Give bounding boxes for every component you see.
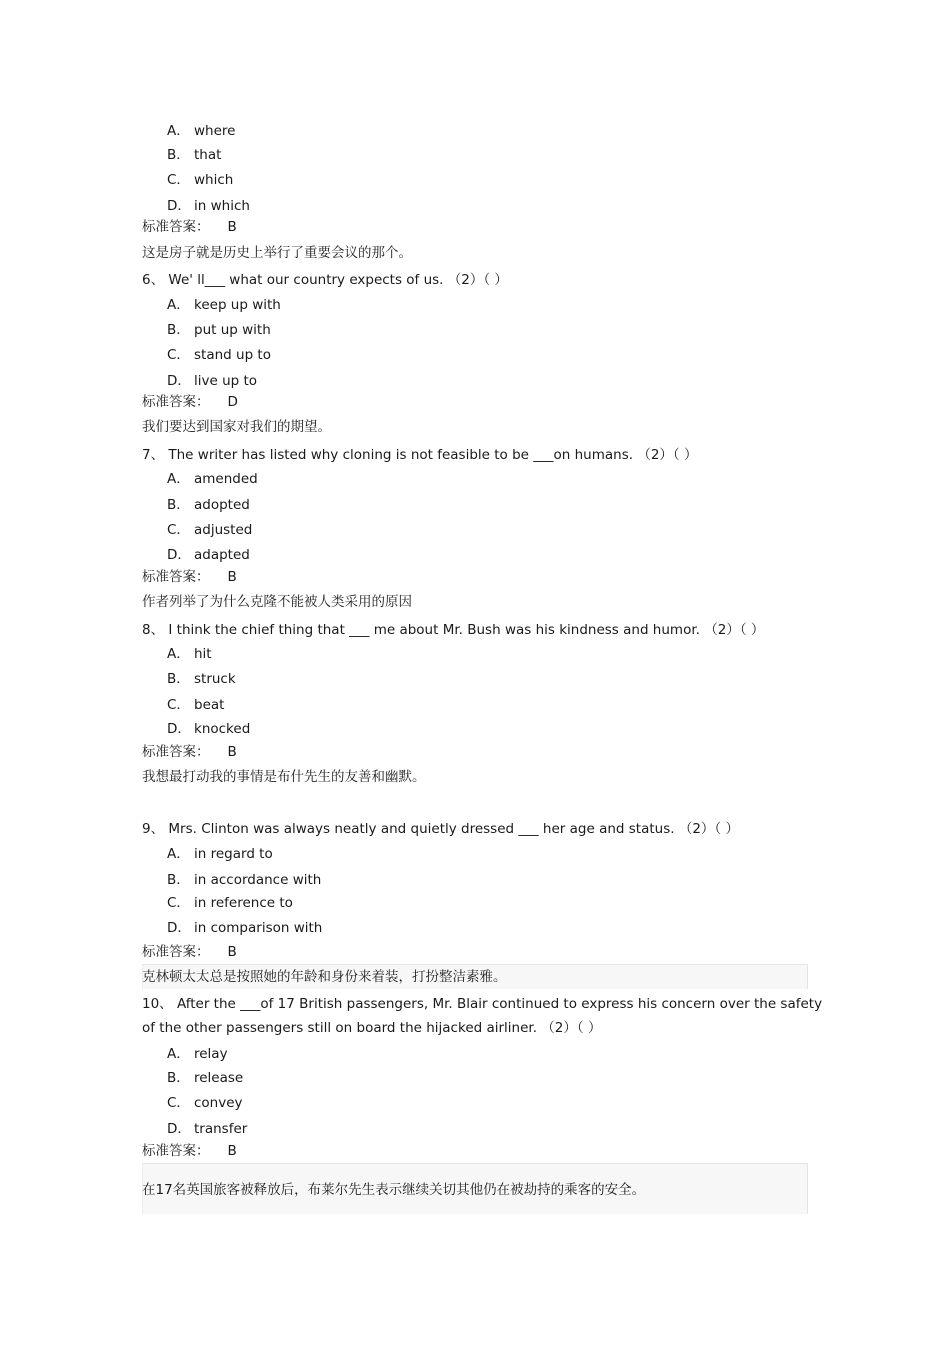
q5-translation: 这是房子就是历史上举行了重要会议的那个。	[142, 245, 412, 261]
q10-stem-line1: 10、 After the ___of 17 British passengers, Mr. Blair continued to express his concern over the safety	[142, 996, 823, 1012]
q7-option-b: B． adopted	[167, 497, 250, 513]
q10-stem-line2: of the other passengers still on board the hijacked airliner. （2）（ ）	[142, 1020, 602, 1036]
q10-answer: 标准答案： B	[142, 1143, 237, 1159]
q5-option-b: B． that	[167, 147, 222, 163]
q9-option-d: D． in comparison with	[167, 920, 323, 936]
q8-option-d: D． knocked	[167, 721, 251, 737]
q10-translation: 在17名英国旅客被释放后，布莱尔先生表示继续关切其他仍在被劫持的乘客的安全。	[142, 1182, 646, 1198]
q7-answer: 标准答案： B	[142, 569, 237, 585]
q5-answer: 标准答案： B	[142, 219, 237, 235]
q8-translation: 我想最打动我的事情是布什先生的友善和幽默。	[142, 769, 426, 785]
q7-option-c: C． adjusted	[167, 522, 253, 538]
q5-option-a: A． where	[167, 123, 236, 139]
q9-option-b: B． in accordance with	[167, 872, 322, 888]
q10-option-d: D． transfer	[167, 1121, 248, 1137]
q6-option-b: B． put up with	[167, 322, 271, 338]
q8-option-c: C． beat	[167, 697, 225, 713]
q8-option-b: B． struck	[167, 671, 236, 687]
q5-option-c: C． which	[167, 172, 234, 188]
q7-option-d: D． adapted	[167, 547, 250, 563]
q6-option-a: A． keep up with	[167, 297, 281, 313]
q7-translation: 作者列举了为什么克隆不能被人类采用的原因	[142, 594, 412, 610]
q9-stem: 9、 Mrs. Clinton was always neatly and quietly dressed ___ her age and status. （2）（ ）	[142, 821, 739, 837]
q10-option-a: A． relay	[167, 1046, 228, 1062]
q9-option-c: C． in reference to	[167, 895, 293, 911]
q5-option-d: D． in which	[167, 198, 250, 214]
q9-option-a: A． in regard to	[167, 846, 273, 862]
q6-answer: 标准答案： D	[142, 394, 238, 410]
q10-option-b: B． release	[167, 1070, 244, 1086]
q6-stem: 6、 We' ll___ what our country expects of us. （2）（ ）	[142, 272, 508, 288]
q9-translation: 克林顿太太总是按照她的年龄和身份来着装，打扮整洁素雅。	[142, 969, 507, 985]
q8-option-a: A． hit	[167, 646, 212, 662]
q7-option-a: A． amended	[167, 471, 258, 487]
q6-option-d: D． live up to	[167, 373, 258, 389]
q6-translation: 我们要达到国家对我们的期望。	[142, 419, 331, 435]
q6-option-c: C． stand up to	[167, 347, 271, 363]
q7-stem: 7、 The writer has listed why cloning is not feasible to be ___on humans. （2）（ ）	[142, 447, 698, 463]
q9-answer: 标准答案： B	[142, 944, 237, 960]
q10-option-c: C． convey	[167, 1095, 243, 1111]
q8-answer: 标准答案： B	[142, 744, 237, 760]
q8-stem: 8、 I think the chief thing that ___ me about Mr. Bush was his kindness and humor. （2）（ ）	[142, 622, 765, 638]
